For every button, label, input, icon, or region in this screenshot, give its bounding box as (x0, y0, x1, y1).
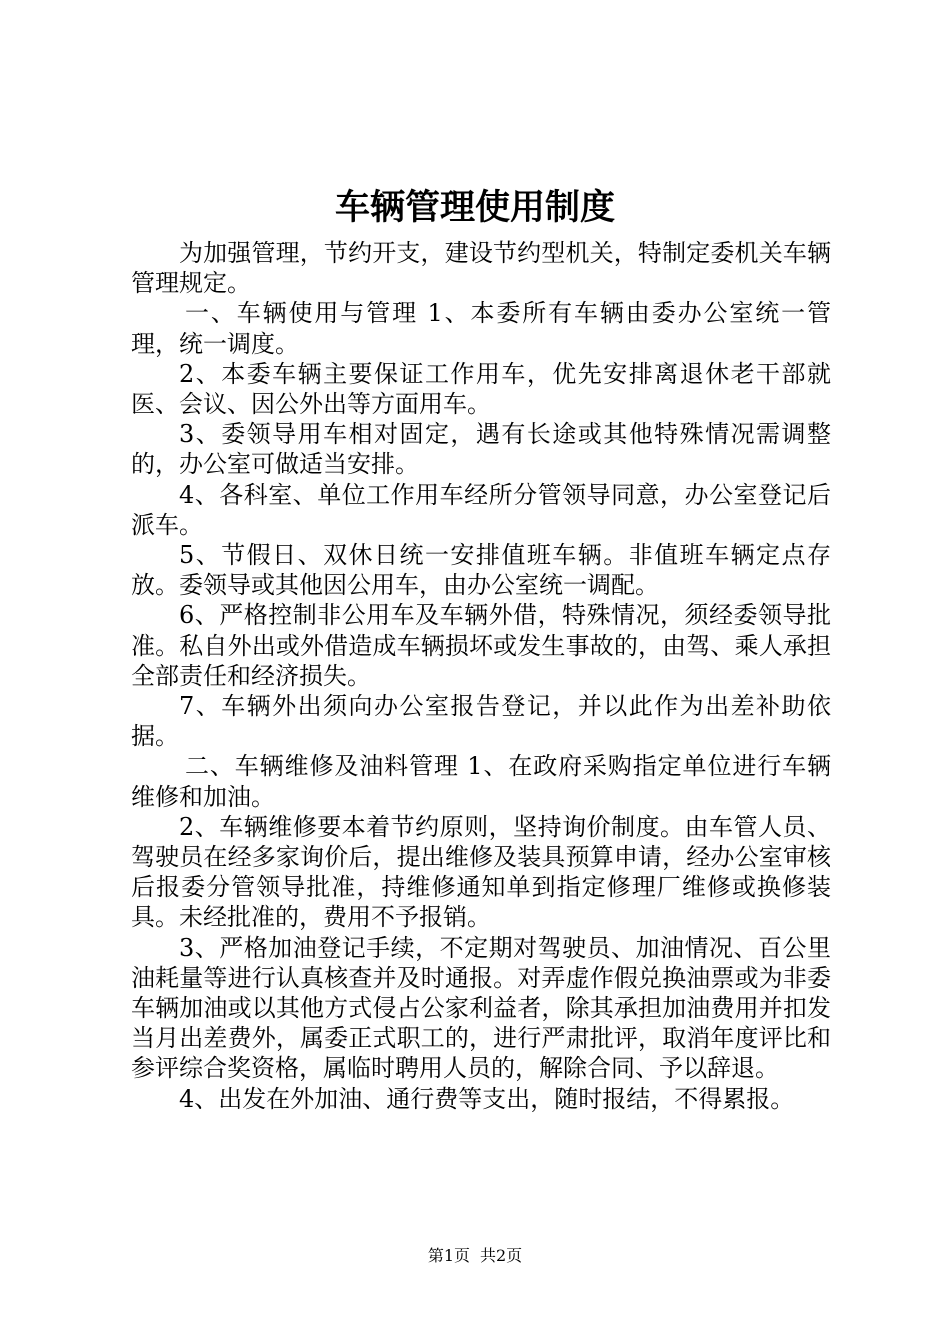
paragraph-item: 5、节假日、双休日统一安排值班车辆。非值班车辆定点存放。委领导或其他因公用车，由办公室统一调配。 (131, 541, 831, 600)
page-number: 第1页 (427, 1246, 470, 1265)
paragraph-section-2: 二、车辆维修及油料管理 1、在政府采购指定单位进行车辆维修和加油。 (131, 752, 831, 811)
paragraph-intro: 为加强管理，节约开支，建设节约型机关，特制定委机关车辆管理规定。 (131, 239, 831, 298)
document-body (131, 238, 831, 1114)
page-count: 共2页 (480, 1246, 523, 1265)
paragraph-item: 3、严格加油登记手续，不定期对驾驶员、加油情况、百公里油耗量等进行认真核查并及时通报。对弄虚作假兑换油票或为非委车辆加油或以其他方式侵占公家利益者，除其承担加油费用并扣发当月出差费外，属委正式职工的，进行严肃批评，取消年度评比和参评综合奖资格，属临时聘用人员的，解除合同、予以辞退。 (131, 933, 831, 1083)
paragraph-item: 2、车辆维修要本着节约原则，坚持询价制度。由车管人员、驾驶员在经多家询价后，提出维修及装具预算申请，经办公室审核后报委分管领导批准，持维修通知单到指定修理厂维修或换修装具。未经批准的，费用不予报销。 (131, 812, 831, 932)
paragraph-item: 4、各科室、单位工作用车经所分管领导同意，办公室登记后派车。 (131, 480, 831, 539)
paragraph-item: 6、严格控制非公用车及车辆外借，特殊情况，须经委领导批准。私自外出或外借造成车辆损坏或发生事故的，由驾、乘人承担全部责任和经济损失。 (131, 601, 831, 690)
paragraph-item: 7、车辆外出须向办公室报告登记，并以此作为出差补助依据。 (131, 692, 831, 751)
paragraph-item: 4、出发在外加油、通行费等支出，随时报结，不得累报。 (179, 1084, 795, 1113)
paragraph-item: 3、委领导用车相对固定，遇有长途或其他特殊情况需调整的，办公室可做适当安排。 (131, 420, 831, 479)
paragraph-item: 2、本委车辆主要保证工作用车，优先安排离退休老干部就医、会议、因公外出等方面用车。 (131, 359, 831, 419)
document-title: 车辆管理使用制度 (334, 187, 615, 228)
page-footer (0, 1244, 950, 1268)
paragraph-section-1: 一、车辆使用与管理 1、本委所有车辆由委办公室统一管理，统一调度。 (131, 299, 831, 358)
